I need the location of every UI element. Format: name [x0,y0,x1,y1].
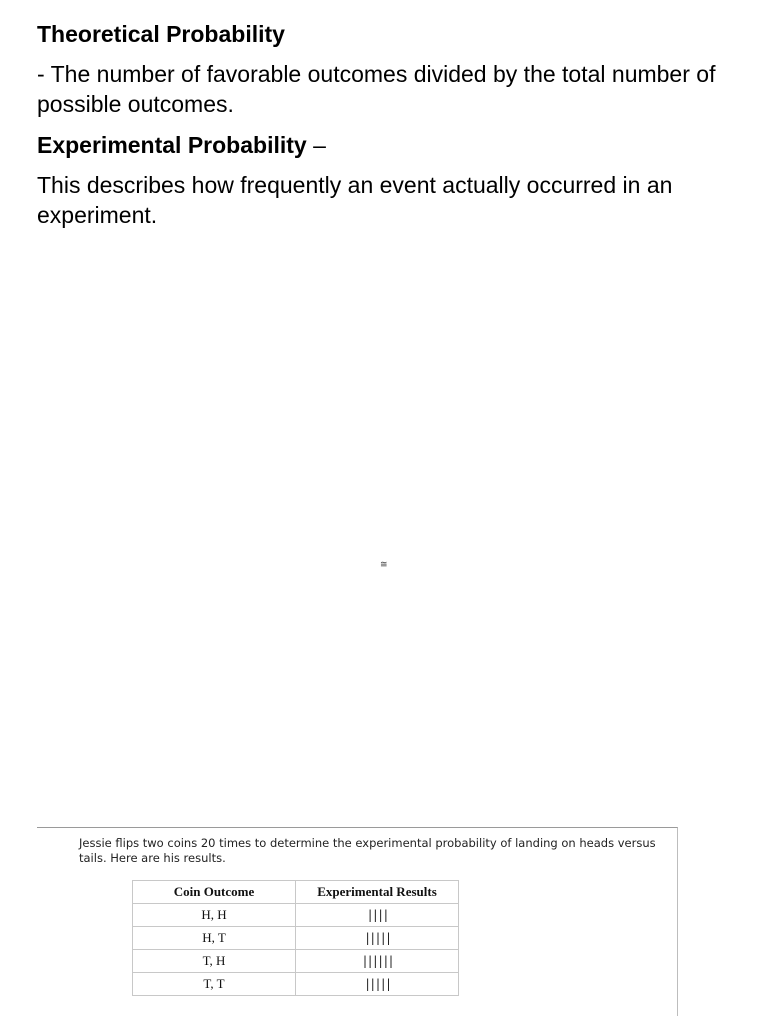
column-header-results: Experimental Results [296,881,459,904]
experimental-probability-heading [37,130,326,160]
experimental-probability-definition: This describes how frequently an event actually occurred in an experiment. [37,172,673,228]
problem-statement: Jessie flips two coins 20 times to determine the experimental probability of landing on heads versus tails. Here are his results. [79,836,656,865]
heading-text: Theoretical Probability [37,21,285,47]
table-row [133,927,459,950]
problem-image [37,827,678,1016]
theoretical-probability-definition: - The number of favorable outcomes divided by the total number of possible outcomes. [37,61,716,117]
results-table [132,880,459,996]
column-header-outcome: Coin Outcome [133,881,296,904]
tally-cell: ||||| [296,973,459,996]
outcome-cell: T, T [133,973,296,996]
outcome-cell: H, H [133,904,296,927]
theoretical-probability-heading [37,19,285,49]
outcome-cell: T, H [133,950,296,973]
stray-mark: ≅ [380,560,388,570]
heading-text: Experimental Probability [37,132,307,158]
tally-cell: |||| [296,904,459,927]
outcome-cell: H, T [133,927,296,950]
table-row [133,950,459,973]
table-header-row [133,881,459,904]
tally-cell: |||||| [296,950,459,973]
tally-cell: ||||| [296,927,459,950]
heading-dash: – [306,132,326,158]
table-row [133,904,459,927]
table-row [133,973,459,996]
